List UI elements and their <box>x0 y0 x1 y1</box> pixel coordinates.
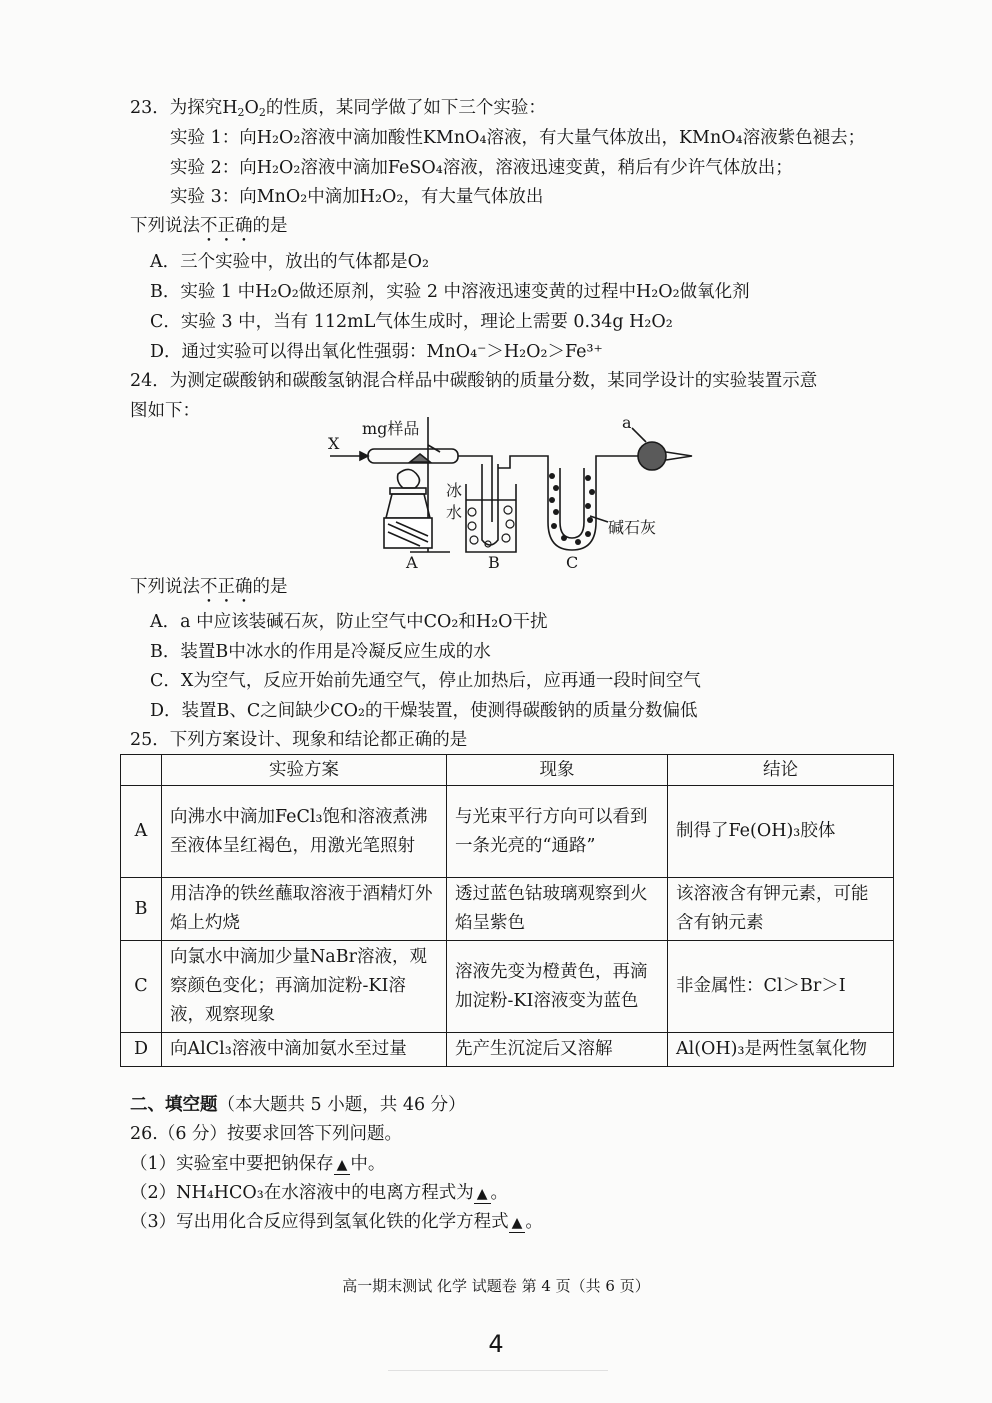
label-x: X <box>328 434 340 453</box>
label-ice-2: 水 <box>446 503 463 522</box>
q23-exp1: 实验 1：向H₂O₂溶液中滴加酸性KMnO₄溶液，有大量气体放出，KMnO₄溶液紫色褪去； <box>170 128 866 148</box>
table-row <box>121 786 894 878</box>
label-apparatus-a: A <box>406 553 418 572</box>
q25-stem: 25．下列方案设计、现象和结论都正确的是 <box>130 730 468 750</box>
row-plan: 向沸水中滴加FeCl₃饱和溶液煮沸至液体呈红褐色，用激光笔照射 <box>162 786 447 878</box>
row-conclusion: 制得了Fe(OH)₃胶体 <box>668 786 894 878</box>
header-conclusion: 结论 <box>668 755 894 786</box>
answer-blank[interactable]: ▲ <box>334 1156 351 1175</box>
q24-stem-line1: 24．为测定碳酸钠和碳酸氢钠混合样品中碳酸钠的质量分数，某同学设计的实验装置示意 <box>130 371 818 391</box>
q23-question: 下列说法不正确的是 <box>130 216 288 236</box>
q26-part1: （1）实验室中要把钠保存 ▲ 中。 <box>130 1154 386 1174</box>
q24-option-d: D．装置B、C之间缺少CO₂的干燥装置，使测得碳酸钠的质量分数偏低 <box>150 701 698 721</box>
row-plan: 用洁净的铁丝蘸取溶液于酒精灯外焰上灼烧 <box>162 878 447 941</box>
row-conclusion: Al(OH)₃是两性氢氧化物 <box>668 1033 894 1067</box>
q26-part2: （2）NH₄HCO₃在水溶液中的电离方程式为 ▲ 。 <box>130 1183 509 1203</box>
q23-stem: 23．为探究$H_2O_2$的性质，某同学做了如下三个实验： <box>130 98 546 119</box>
page-footer: 高一期末测试 化学 试题卷 第 4 页（共 6 页） <box>342 1277 650 1295</box>
row-label: D <box>121 1033 162 1067</box>
answer-blank[interactable]: ▲ <box>509 1214 526 1233</box>
label-ice-1: 冰 <box>446 481 463 500</box>
apparatus-diagram <box>320 412 700 572</box>
row-label: B <box>121 878 162 941</box>
row-label: C <box>121 941 162 1033</box>
scan-line <box>388 1370 608 1371</box>
page-number: 4 <box>488 1330 504 1358</box>
label-apparatus-b: B <box>488 553 500 572</box>
q26-stem: 26.（6 分）按要求回答下列问题。 <box>130 1124 403 1144</box>
row-plan: 向氯水中滴加少量NaBr溶液，观察颜色变化；再滴加淀粉-KI溶液，观察现象 <box>162 941 447 1033</box>
row-phenomenon: 透过蓝色钴玻璃观察到火焰呈紫色 <box>447 878 668 941</box>
table-row <box>121 1033 894 1067</box>
q24-option-b: B．装置B中冰水的作用是冷凝反应生成的水 <box>150 642 491 662</box>
row-label: A <box>121 786 162 878</box>
label-apparatus-c: C <box>566 553 579 572</box>
q25-table <box>120 754 894 1067</box>
label-sample: mg样品 <box>362 419 420 438</box>
row-conclusion: 该溶液含有钾元素，可能含有钠元素 <box>668 878 894 941</box>
q23-option-a: A．三个实验中，放出的气体都是O₂ <box>150 252 429 272</box>
header-empty <box>121 755 162 786</box>
table-row <box>121 941 894 1033</box>
header-plan: 实验方案 <box>162 755 447 786</box>
row-phenomenon: 先产生沉淀后又溶解 <box>447 1033 668 1067</box>
q24-option-c: C．X为空气，反应开始前先通空气，停止加热后，应再通一段时间空气 <box>150 671 701 691</box>
q24-stem-line2: 图如下： <box>130 401 200 421</box>
row-plan: 向AlCl₃溶液中滴加氨水至过量 <box>162 1033 447 1067</box>
q23-exp3: 实验 3：向MnO₂中滴加H₂O₂，有大量气体放出 <box>170 187 544 207</box>
row-conclusion: 非金属性：Cl＞Br＞I <box>668 941 894 1033</box>
table-row <box>121 878 894 941</box>
label-a: a <box>622 413 632 432</box>
header-phenomenon: 现象 <box>447 755 668 786</box>
answer-blank[interactable]: ▲ <box>474 1185 491 1204</box>
row-phenomenon: 溶液先变为橙黄色，再滴加淀粉-KI溶液变为蓝色 <box>447 941 668 1033</box>
q26-part3: （3）写出用化合反应得到氢氧化铁的化学方程式 ▲ 。 <box>130 1212 543 1232</box>
label-lime: 碱石灰 <box>608 518 657 537</box>
q23-option-c: C．实验 3 中，当有 112mL气体生成时，理论上需要 0.34g H₂O₂ <box>150 312 673 332</box>
q23-option-b: B．实验 1 中H₂O₂做还原剂，实验 2 中溶液迅速变黄的过程中H₂O₂做氧化剂 <box>150 282 750 302</box>
table-header-row <box>121 755 894 786</box>
q24-question: 下列说法不正确的是 <box>130 577 288 597</box>
q24-option-a: A．a 中应该装碱石灰，防止空气中CO₂和H₂O干扰 <box>150 612 548 632</box>
q23-option-d: D．通过实验可以得出氧化性强弱：MnO₄⁻＞H₂O₂＞Fe³⁺ <box>150 342 603 362</box>
row-phenomenon: 与光束平行方向可以看到一条光亮的“通路” <box>447 786 668 878</box>
q23-exp2: 实验 2：向H₂O₂溶液中滴加FeSO₄溶液，溶液迅速变黄，稍后有少许气体放出； <box>170 158 793 178</box>
section-2-title: 二、填空题（本大题共 5 小题，共 46 分） <box>130 1095 466 1115</box>
